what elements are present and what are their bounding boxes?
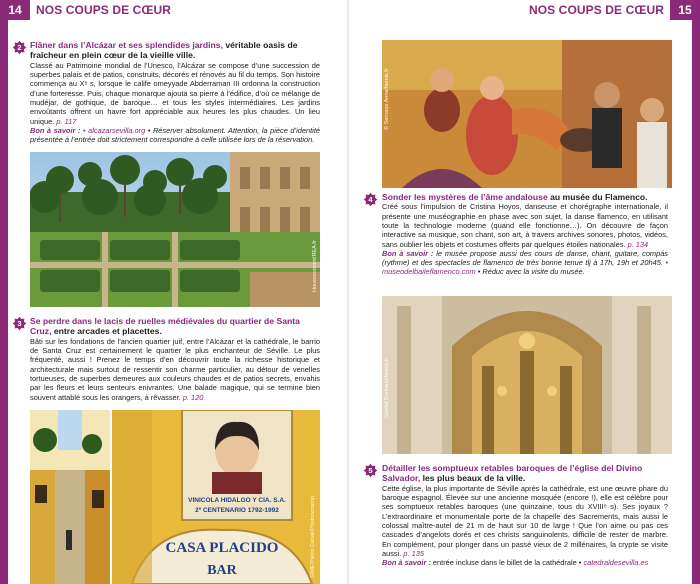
flamenco-painting-image [382,40,672,188]
title-accent: Flâner dans l’Alcázar et ses splendides jardins, [30,40,223,50]
casa-placido-photo [112,410,320,584]
section-alcazar [17,40,320,145]
photo-credit: Houessomont/REA.fr [312,240,318,292]
svg-text:2º CENTENARIO 1792-1992: 2º CENTENARIO 1792-1992 [195,507,279,514]
alcazar-gardens-image [30,152,320,307]
bon-a-savoir [30,126,320,145]
santa-cruz-alley-photo [30,410,110,584]
section-title [30,40,320,61]
title-accent: Sonder les mystères de l’âme andalouse [382,192,548,202]
svg-text:5: 5 [368,466,373,476]
body-text: Cette église, la plus importante de Séville après la cathédrale, est une œuvre phare du baroque espagnol. Élevée sur une ancienne mosquée (encore !), elle est célèbre pour ses somptueux retables baroques (une quinzaine, tous du XVIIIᵉ s). Ses joyaux ? L’extraordinaire et monumentale porte de la chapelle des Sacrements, mais aussi le colossal maître-autel de 21 m de haut sur 10 de large ! Que l’on aime ou pas ces cascades d’angelots dorés et ces christs sanguinolents, difficile de rester de marbre. En complément, pour plonger dans un passé vieux de 2 millénaires, la crypte se visite aussi. [382,483,668,558]
bon-a-savoir [382,249,668,277]
website-link[interactable]: • museodelbaileflamenco.com [382,258,668,277]
svg-text:3: 3 [17,319,22,329]
title-rest: véritable oasis de fraîcheur en plein cœur de la vieille ville. [30,40,298,61]
photo-credit: SIME/Pietro Canali/Photononstop [310,496,316,578]
svg-text:VINICOLA HIDALGO Y CIA. S.A.: VINICOLA HIDALGO Y CIA. S.A. [188,497,286,504]
running-header: NOS COUPS DE CŒUR [528,3,664,17]
flower-number-badge [12,316,27,331]
section-body [382,202,668,248]
body-text: Créé sous l’impulsion de Cristina Hoyos, danseuse et chorégraphe internationale, il présente une muséographie en phase avec son sujet, la danse flamenco, en utilisant toute la technologie moderne (quand elle fonctionne…). On découvre de façon interactive sa musique, son chant, son art, à travers archives sonores, photos, vidéos, sans oublier les objets et costumes offerts par quelques étoiles nationales. [382,202,668,249]
section-title [382,192,668,202]
section-title [382,463,668,484]
baroque-altarpiece-image [382,296,672,454]
website-link[interactable]: • alcazarsevilla.org [82,125,146,135]
right-header [523,0,700,20]
bon-italic-text: le musée propose aussi des cours de danse, chant, guitare, compás (rythme) et des spectacles de flamenco de très bonne tenue tlj à 17h, 19h et 20h45. [382,248,669,268]
page-ref: p. 134 [627,239,649,249]
body-text: Classé au Patrimoine mondial de l’Unesco, l’Alcázar se compose d’une succession de superbes palais et de patios, construits, décorés et rénovés au fil du temps. Son histoire commença au Xᵉ s, lorsque le calife omeyyade Abderraman III ordonna la construction d’une forteresse. Puis, chaque monarque ajouta sa pierre à l’édifice, d’où ce mélange de mudéjar, de gothique, de baroque… et tous les styles intermédiaires. Les jardins envoûtants offrent un havre fort appréciable aux heures les plus chaudes. Un lieu unique. [30,60,320,126]
section-body [30,61,320,126]
title-rest: entre arcades et placettes. [51,326,162,337]
page-number: 14 [0,0,30,20]
alcazar-gardens-photo [30,152,320,307]
running-header: NOS COUPS DE CŒUR [36,3,172,17]
flower-number-badge [363,463,378,478]
title-rest: les plus beaux de la ville. [420,473,526,484]
page-number: 15 [670,0,700,20]
section-title [30,316,320,337]
divino-salvador-photo [382,296,672,454]
section-santa-cruz [17,316,320,402]
title-accent: Détailler les somptueux retables baroques de l’église del Divino Salvador, [382,463,643,484]
bon-a-savoir [382,558,668,567]
bon-text: entrée incluse dans le billet de la cathédrale • [430,558,584,568]
svg-text:2: 2 [17,43,22,53]
flamenco-mural-photo [382,40,672,188]
svg-text:BAR: BAR [207,563,237,578]
bon-label: Bon à savoir : [382,248,434,258]
tile-sign-image [112,410,320,584]
website-link[interactable]: catedraldesevilla.es [583,558,649,568]
bon-text: • Réserver absolument. Attention, la pièce d’identité présentée à l’entrée doit strictement correspondre à celle utilisée lors de la réservation. [30,125,320,145]
photo-credit: © Sernaqe Anna/hemis.fr [384,68,390,130]
flower-number-badge [363,192,378,207]
section-divino-salvador [368,463,668,568]
right-side-bar [692,20,700,584]
page-ref: p. 135 [403,548,424,558]
section-body [30,337,320,402]
left-side-bar [0,20,8,584]
svg-text:4: 4 [368,195,373,205]
svg-text:CASA PLACIDO: CASA PLACIDO [165,540,279,556]
page-ref: p. 117 [56,116,77,126]
title-accent: Se perdre dans le lacis de ruelles médiévales du quartier de Santa Cruz, [30,316,300,337]
body-text: Bâti sur les fondations de l’ancien quartier juif, entre l’Alcázar et la cathédrale, le barrio de Santa Cruz est certainement le quartier le plus enchanteur de Séville. Le plus fréquenté, aussi ! Prenez le temps d’en découvrir toute la richesse historique et architecturale mais surtout de ressentir son charme particulier, au détour de venelles tortueuses, de superbes demeures aux couleurs chaudes et de patios secrets, envahis par les fleurs et leurs senteurs enivrantes. Une balade magique, qui se termine bien souvent attablé sous les orangers, à rêvasser. [30,336,320,402]
bon-text: • Réduc avec la visite du musée. [475,267,585,277]
page-ref: p. 120 [182,392,204,402]
section-flamenco [368,192,669,277]
flower-number-badge [12,40,27,55]
section-body [382,484,668,558]
left-header [0,0,177,20]
photo-credit: Gardel Bertrand/hemis.fr [384,357,390,418]
title-rest: au musée du Flamenco. [547,192,648,202]
bon-label: Bon à savoir : [30,125,81,135]
alley-image [30,410,110,584]
right-page [350,0,700,584]
bon-label: Bon à savoir : [382,558,431,568]
